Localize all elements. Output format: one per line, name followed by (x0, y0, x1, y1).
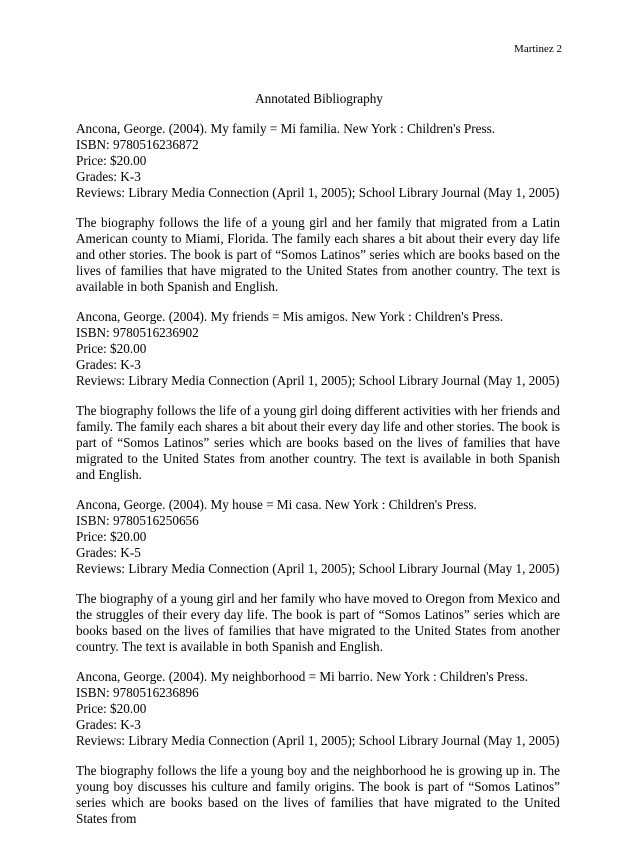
citation: Ancona, George. (2004). My friends = Mis amigos. New York : Children's Press. (76, 309, 504, 324)
reviews: Reviews: Library Media Connection (April 1, 2005); School Library Journal (May 1, 2005) (76, 561, 560, 576)
bibliography-entry-2 (76, 309, 560, 389)
bibliography-body (76, 121, 560, 841)
isbn: ISBN: 9780516236896 (76, 685, 199, 700)
price: Price: $20.00 (76, 341, 147, 356)
isbn: ISBN: 9780516236872 (76, 137, 199, 152)
running-header: Martinez 2 (514, 43, 562, 55)
bibliography-entry-4 (76, 669, 560, 749)
citation: Ancona, George. (2004). My house = Mi casa. New York : Children's Press. (76, 497, 477, 512)
annotation-2: The biography follows the life of a young girl doing different activities with her friends and family. The family each shares a bit about their every day life and other stories. The book is part of “Somos Latinos” series which are books based on the lives of families that have migrated to the United States from another country. The text is available in both Spanish and English. (76, 403, 560, 482)
price: Price: $20.00 (76, 153, 147, 168)
grades: Grades: K-3 (76, 357, 141, 372)
grades: Grades: K-3 (76, 169, 141, 184)
reviews: Reviews: Library Media Connection (April 1, 2005); School Library Journal (May 1, 2005) (76, 373, 560, 388)
page-title: Annotated Bibliography (255, 91, 383, 106)
price: Price: $20.00 (76, 529, 147, 544)
bibliography-entry-1 (76, 121, 560, 201)
citation: Ancona, George. (2004). My family = Mi familia. New York : Children's Press. (76, 121, 496, 136)
citation: Ancona, George. (2004). My neighborhood = Mi barrio. New York : Children's Press. (76, 669, 529, 684)
annotation-4: The biography follows the life a young boy and the neighborhood he is growing up in. The young boy discusses his culture and family origins. The book is part of “Somos Latinos” series which are books based on the lives of families that have migrated to the United States from (76, 763, 560, 826)
reviews: Reviews: Library Media Connection (April 1, 2005); School Library Journal (May 1, 2005) (76, 733, 560, 748)
grades: Grades: K-5 (76, 545, 141, 560)
bibliography-entry-3 (76, 497, 560, 577)
annotation-3: The biography of a young girl and her family who have moved to Oregon from Mexico and the struggles of their every day life. The book is part of “Somos Latinos” series which are books based on the lives of families that have migrated to the United States from another country. The text is available in both Spanish and English. (76, 591, 560, 654)
annotation-1: The biography follows the life of a young girl and her family that migrated from a Latin American county to Miami, Florida. The family each shares a bit about their every day life and other stories. The book is part of “Somos Latinos” series which are books based on the lives of families that have migrated to the United States from another country. The text is available in both Spanish and English. (76, 215, 560, 294)
reviews: Reviews: Library Media Connection (April 1, 2005); School Library Journal (May 1, 2005) (76, 185, 560, 200)
grades: Grades: K-3 (76, 717, 141, 732)
isbn: ISBN: 9780516236902 (76, 325, 199, 340)
isbn: ISBN: 9780516250656 (76, 513, 199, 528)
price: Price: $20.00 (76, 701, 147, 716)
